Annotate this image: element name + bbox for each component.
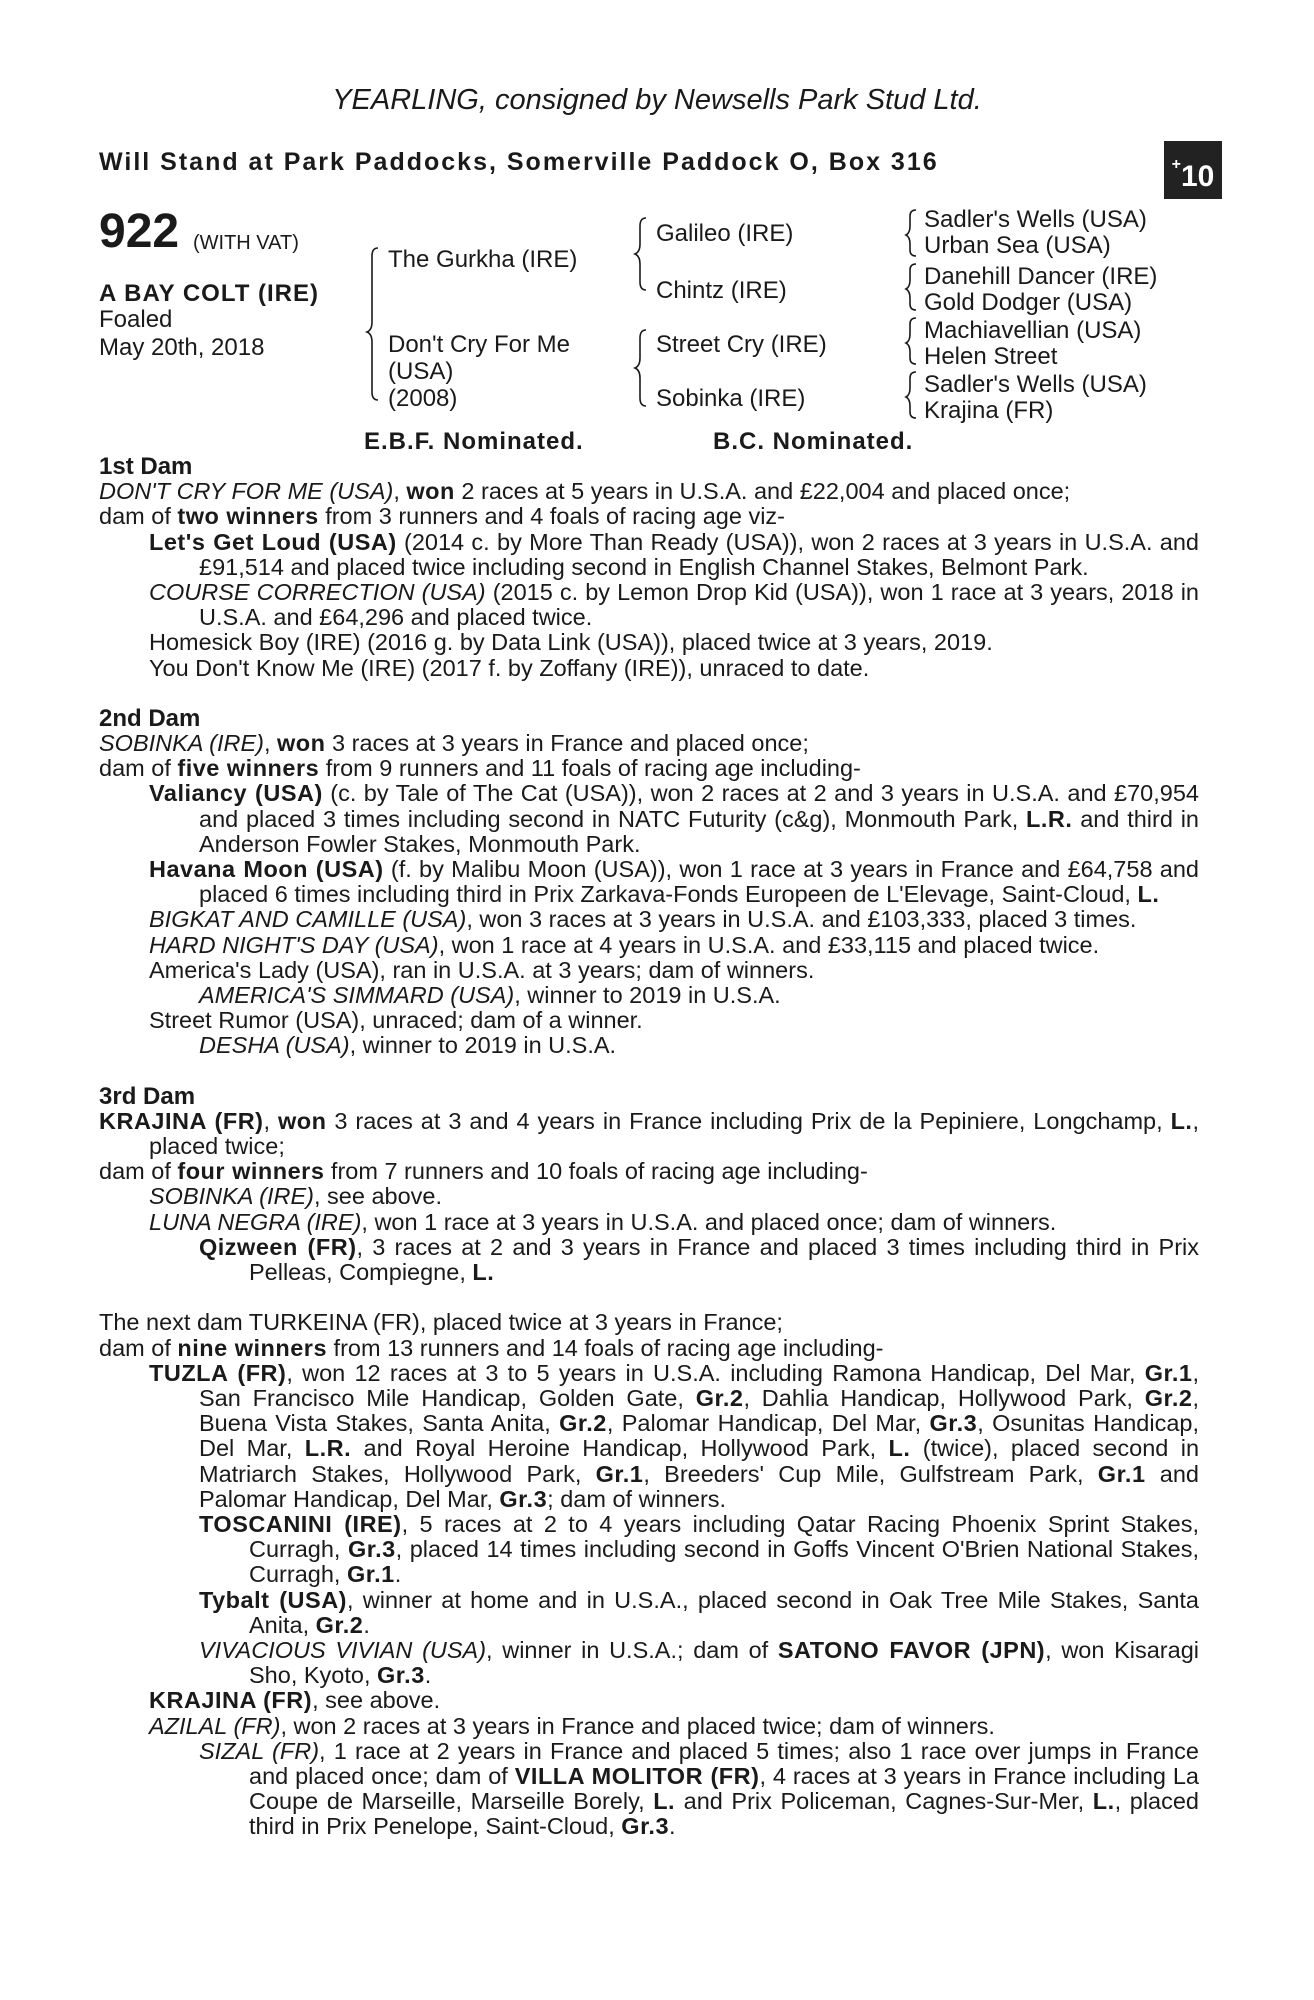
great-grandsire-3: Machiavellian (USA) (924, 317, 1142, 344)
produce-entry: AMERICA'S SIMMARD (USA), winner to 2019 in U.S.A. (199, 982, 781, 1009)
produce-entry: Homesick Boy (IRE) (2016 g. by Data Link (USA)), placed twice at 3 years, 2019. (149, 629, 993, 656)
produce-entry: TOSCANINI (IRE), 5 races at 2 to 4 years including Qatar Racing Phoenix Sprint Stakes, Curragh, Gr.3, placed 14 times including second in Goffs Vincent O'Brien National Stakes, Curragh, Gr.1. (199, 1510, 1199, 1588)
produce-entry: Qizween (FR), 3 races at 2 and 3 years in France and placed 3 times including third in Prix Pelleas, Compiegne, L. (199, 1233, 1199, 1286)
sire-dam-name: Chintz (IRE) (656, 277, 787, 304)
produce-entry: Street Rumor (USA), unraced; dam of a winner. (149, 1007, 643, 1034)
produce-entry: LUNA NEGRA (IRE), won 1 race at 3 years in U.S.A. and placed once; dam of winners. (149, 1208, 1057, 1235)
produce-entry: SOBINKA (IRE), see above. (149, 1183, 443, 1210)
next-dam-record: The next dam TURKEINA (FR), placed twice at 3 years in France; (99, 1309, 783, 1336)
produce-entry: TUZLA (FR), won 12 races at 3 to 5 years in U.S.A. including Ramona Handicap, Del Mar, Gr.1, San Francisco Mile Handicap, Golden Gate, Gr.2, Dahlia Handicap, Hollywood Park, Gr.2, Buena Vista Stakes, Santa Anita, Gr.2, Palomar Handicap, Del Mar, Gr.3, Osunitas Handicap, Del Mar, L.R. and Royal Heroine Handicap, Hollywood Park, L. (twice), placed second in Matriarch Stakes, Hollywood Park, Gr.1, Breeders' Cup Mile, Gulfstream Park, Gr.1 and Palomar Handicap, Del Mar, Gr.3; dam of winners. (149, 1359, 1200, 1512)
great-granddam-3: Helen Street (924, 343, 1058, 370)
third-dam-record: KRAJINA (FR), won 3 races at 3 and 4 years in France including Prix de la Pepiniere, Longchamp, L., placed twice; (99, 1107, 1199, 1160)
dam-dam-name: Sobinka (IRE) (656, 385, 806, 412)
second-dam-record: SOBINKA (IRE), won 3 races at 3 years in France and placed once; (99, 730, 809, 757)
produce-entry: Havana Moon (USA) (f. by Malibu Moon (USA)), won 1 race at 3 years in France and £64,758 and placed 6 times including third in Prix Zarkava-Fonds Europeen de L'Elevage, Saint-Cloud, L. (149, 856, 1200, 908)
produce-entry: You Don't Know Me (IRE) (2017 f. by Zoffany (IRE)), unraced to date. (149, 654, 870, 681)
ebf-nominated: E.B.F. Nominated. (364, 428, 584, 455)
produce-entry: Valiancy (USA) (c. by Tale of The Cat (USA)), won 2 races at 2 and 3 years in U.S.A. and £70,954 and placed 3 times including second in NATC Futurity (c&g), Monmouth Park, L.R. and third in Anderson Fowler Stakes, Monmouth Park. (149, 780, 1199, 857)
sire-sire-name: Galileo (IRE) (656, 220, 794, 247)
produce-entry: HARD NIGHT'S DAY (USA), won 1 race at 4 years in U.S.A. and £33,115 and placed twice. (149, 931, 1100, 958)
produce-entry: AZILAL (FR), won 2 races at 3 years in France and placed twice; dam of winners. (149, 1712, 995, 1739)
second-dam-heading: 2nd Dam (99, 704, 201, 732)
vat-label: (WITH VAT) (193, 232, 299, 254)
great-granddam-4: Krajina (FR) (924, 397, 1054, 424)
catalogue-body (99, 454, 1199, 1840)
second-dam-produce-summary: dam of five winners from 9 runners and 11 foals of racing age including- (99, 755, 861, 782)
great-granddam-1: Urban Sea (USA) (924, 232, 1111, 259)
lot-description: A BAY COLT (IRE) (99, 280, 320, 307)
produce-entry: BIGKAT AND CAMILLE (USA), won 3 races at 3 years in U.S.A. and £103,333, placed 3 times. (149, 906, 1137, 933)
first-dam-record: DON'T CRY FOR ME (USA), won 2 races at 5 years in U.S.A. and £22,004 and placed once; (99, 478, 1071, 505)
foaled-label: Foaled (99, 306, 173, 333)
lot-number: 922 (99, 205, 180, 258)
produce-entry: COURSE CORRECTION (USA) (2015 c. by Lemon Drop Kid (USA)), won 1 race at 3 years, 2018 in U.S.A. and £64,296 and placed twice. (149, 579, 1199, 631)
stand-location: Will Stand at Park Paddocks, Somerville Paddock O, Box 316 (99, 148, 939, 176)
produce-entry: SIZAL (FR), 1 race at 2 years in France and placed 5 times; also 1 race over jumps in France and placed once; dam of VILLA MOLITOR (FR), 4 races at 3 years in France including La Coupe de Marseille, Marseille Borely, L. and Prix Policeman, Cagnes-Sur-Mer, L., placed third in Prix Penelope, Saint-Cloud, Gr.3. (199, 1737, 1200, 1840)
consignor-line: YEARLING, consigned by Newsells Park Stud Ltd. (332, 84, 982, 116)
next-dam-produce-summary: dam of nine winners from 13 runners and 14 foals of racing age including- (99, 1334, 884, 1361)
third-dam-produce-summary: dam of four winners from 7 runners and 10 foals of racing age including- (99, 1158, 868, 1185)
produce-entry: Let's Get Loud (USA) (2014 c. by More Than Ready (USA)), won 2 races at 3 years in U.S.A. and £91,514 and placed twice including second in English Channel Stakes, Belmont Park. (149, 528, 1199, 580)
great-grandsire-4: Sadler's Wells (USA) (924, 371, 1147, 398)
produce-entry: VIVACIOUS VIVIAN (USA), winner in U.S.A.; dam of SATONO FAVOR (JPN), won Kisaragi Sho, Kyoto, Gr.3. (199, 1636, 1199, 1689)
third-dam-heading: 3rd Dam (99, 1082, 196, 1110)
badge-plus: + (1171, 156, 1181, 173)
first-dam-heading: 1st Dam (99, 453, 193, 480)
produce-entry: KRAJINA (FR), see above. (149, 1687, 441, 1714)
first-dam-produce-summary: dam of two winners from 3 runners and 4 foals of racing age viz- (99, 503, 785, 530)
dam-name-line3: (2008) (388, 385, 458, 412)
produce-entry: Tybalt (USA), winner at home and in U.S.A., placed second in Oak Tree Mile Stakes, Santa Anita, Gr.2. (199, 1586, 1199, 1638)
badge-number: 10 (1180, 160, 1215, 193)
dam-sire-name: Street Cry (IRE) (656, 331, 827, 358)
great-grandsire-1: Sadler's Wells (USA) (924, 206, 1147, 233)
dam-name-line1: Don't Cry For Me (388, 331, 570, 358)
bc-nominated: B.C. Nominated. (713, 428, 914, 455)
produce-entry: DESHA (USA), winner to 2019 in U.S.A. (199, 1032, 617, 1059)
sire-name: The Gurkha (IRE) (388, 246, 578, 273)
great-granddam-2: Gold Dodger (USA) (924, 289, 1133, 316)
dam-name-line2: (USA) (388, 358, 454, 385)
foaled-date: May 20th, 2018 (99, 334, 265, 361)
great-grandsire-2: Danehill Dancer (IRE) (924, 263, 1158, 290)
produce-entry: America's Lady (USA), ran in U.S.A. at 3 years; dam of winners. (149, 956, 815, 983)
